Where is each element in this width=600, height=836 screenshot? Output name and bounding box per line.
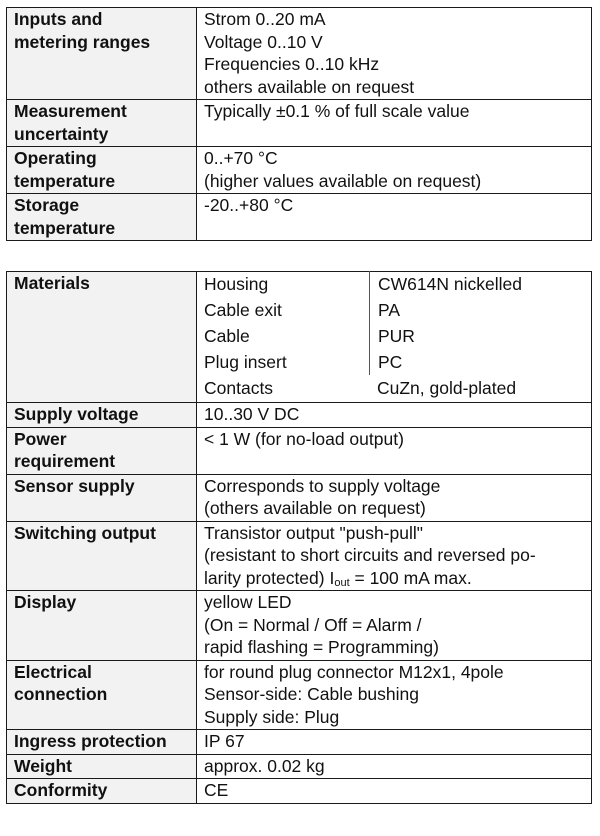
row-value [197,147,592,194]
value-line: Supply side: Plug [204,706,340,727]
label-line: Storage [14,195,80,215]
label-line: Ingress protection [14,731,167,751]
row-value [197,403,592,428]
spec-table-environment [6,7,592,241]
row-value [197,427,592,474]
value-line: -20..+80 °C [204,195,294,215]
value-line: for round plug connector M12x1, 4pole [204,661,504,682]
material-name: PC [378,352,403,372]
row-value [197,660,592,730]
row-value [197,591,592,661]
row-operating-temperature [7,147,592,194]
row-label [7,730,197,755]
row-label [7,272,197,403]
value-line: 0..+70 °C [204,148,278,168]
label-line: Electrical [14,661,92,682]
value-line: others available on request [204,76,415,97]
value-line: 10..30 V DC [204,404,300,424]
row-inputs [7,8,592,100]
current-suffix: = 100 mA max. [349,567,472,588]
value-line: Frequencies 0..10 kHz [204,54,380,74]
material-item [204,375,585,401]
row-label [7,521,197,591]
row-ingress-protection [7,730,592,755]
label-line: Switching output [14,522,156,543]
row-materials [7,272,592,403]
material-part: Housing [204,271,370,297]
material-part: Cable [204,323,370,349]
row-electrical-connection [7,660,592,730]
row-value [197,521,592,591]
value-line: approx. 0.02 kg [204,755,325,776]
label-line: Inputs and [14,9,103,29]
row-value [197,194,592,241]
row-label [7,403,197,428]
row-value [197,100,592,147]
material-name: PUR [378,326,415,346]
material-item [204,349,585,375]
row-value [197,730,592,755]
current-subscript: out [334,576,350,589]
material-item [204,297,585,323]
row-switching-output [7,521,592,591]
row-measurement-uncertainty [7,100,592,147]
row-value [197,754,592,779]
material-item [204,271,585,297]
label-line: temperature [14,217,116,238]
label-line: Weight [14,755,73,776]
row-power-requirement [7,427,592,474]
row-sensor-supply [7,474,592,521]
material-name: PA [378,300,401,320]
row-display [7,591,592,661]
materials-list [197,272,592,403]
value-line: Sensor-side: Cable bushing [204,684,419,704]
material-item [204,323,585,349]
row-conformity [7,779,592,804]
value-line: CE [204,780,229,800]
material-part: Plug insert [204,349,370,375]
label-line: Operating [14,148,97,168]
row-label [7,591,197,661]
row-label [7,147,197,194]
label-line: Sensor supply [14,475,135,496]
value-line: Typically ±0.1 % of full scale value [204,101,470,121]
value-line: (resistant to short circuits and reversed po- [204,545,536,565]
value-line: Strom 0..20 mA [204,9,326,29]
material-name: CuZn, gold-plated [377,378,517,398]
row-label [7,779,197,804]
label-line: Power [14,428,67,449]
label-line: Conformity [14,780,108,800]
value-line: IP 67 [204,731,245,751]
row-weight [7,754,592,779]
value-line: yellow LED [204,592,292,612]
value-line: (higher values available on request) [204,170,482,191]
label-line: Materials [14,273,90,293]
row-label [7,754,197,779]
row-label [7,100,197,147]
label-line: connection [14,684,108,704]
row-value [197,779,592,804]
value-line: (others available on request) [204,498,426,518]
value-line: Voltage 0..10 V [204,31,323,52]
label-line: Supply voltage [14,404,139,424]
value-line: rapid flashing = Programming) [204,637,439,657]
row-label [7,660,197,730]
value-line: (On = Normal / Off = Alarm / [204,614,422,635]
row-storage-temperature [7,194,592,241]
material-name: CW614N nickelled [378,274,522,294]
spec-table-electrical [6,271,592,804]
row-label [7,8,197,100]
label-line: uncertainty [14,123,109,144]
label-line: Measurement [14,101,127,121]
material-part: Contacts [204,378,274,398]
row-label [7,194,197,241]
label-line: metering ranges [14,31,151,52]
value-line: < 1 W (for no-load output) [204,428,404,449]
row-value [197,474,592,521]
value-line: Transistor output "push-pull" [204,522,423,543]
label-line: requirement [14,451,116,471]
label-line: Display [14,592,77,612]
row-value [197,8,592,100]
row-supply-voltage [7,403,592,428]
value-line [204,567,585,590]
row-label [7,474,197,521]
material-part: Cable exit [204,297,370,323]
current-prefix: larity protected) I [204,567,335,588]
value-line: Corresponds to supply voltage [204,475,441,496]
label-line: temperature [14,170,116,191]
row-label [7,427,197,474]
